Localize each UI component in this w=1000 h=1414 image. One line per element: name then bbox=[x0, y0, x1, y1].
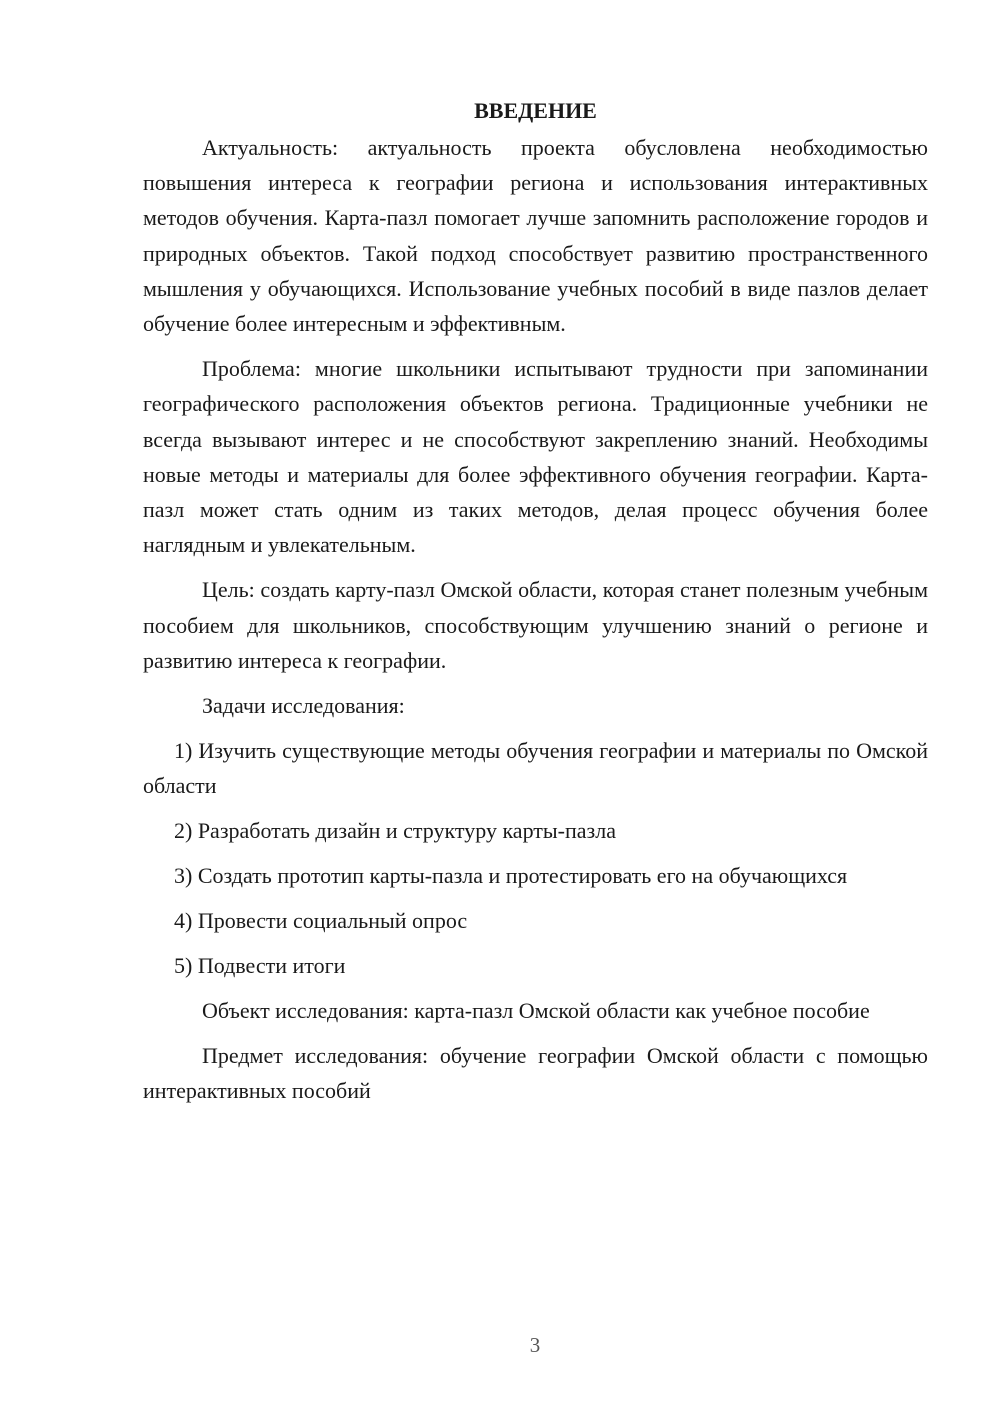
document-title: ВВЕДЕНИЕ bbox=[474, 98, 597, 123]
paragraph-goal: Цель: создать карту-пазл Омской области, которая станет полезным учебным пособием для школьников, способствующим улучшению знаний о регионе и развитию интереса к географии. bbox=[143, 577, 928, 673]
page-number: 3 bbox=[529, 1333, 541, 1357]
task-item-2: 2) Разработать дизайн и структуру карты-пазла bbox=[174, 818, 616, 844]
paragraph-object: Объект исследования: карта-пазл Омской области как учебное пособие bbox=[202, 998, 870, 1024]
task-item-5: 5) Подвести итоги bbox=[174, 953, 346, 979]
paragraph-subject: Предмет исследования: обучение географии Омской области с помощью интерактивных пособий bbox=[143, 1043, 928, 1104]
task-item-1: 1) Изучить существующие методы обучения географии и материалы по Омской области bbox=[143, 738, 928, 799]
document-page bbox=[143, 93, 928, 1119]
paragraph-relevance: Актуальность: актуальность проекта обусловлена необходимостью повышения интереса к географии региона и использования интерактивных методов обучения. Карта-пазл помогает лучше запомнить расположение городов и природных объектов. Такой подход способствует развитию пространственного мышления у обучающихся. Использование учебных пособий в виде пазлов делает обучение более интересным и эффективным. bbox=[143, 135, 928, 337]
task-item-3: 3) Создать прототип карты-пазла и протестировать его на обучающихся bbox=[174, 863, 848, 889]
task-item-4: 4) Провести социальный опрос bbox=[174, 908, 468, 934]
paragraph-problem: Проблема: многие школьники испытывают трудности при запоминании географического расположения объектов региона. Традиционные учебники не всегда вызывают интерес и не способствуют закреплению знаний. Необходимы новые методы и материалы для более эффективного обучения географии. Карта-пазл может стать одним из таких методов, делая процесс обучения более наглядным и увлекательным. bbox=[143, 356, 928, 558]
tasks-heading: Задачи исследования: bbox=[202, 693, 405, 719]
